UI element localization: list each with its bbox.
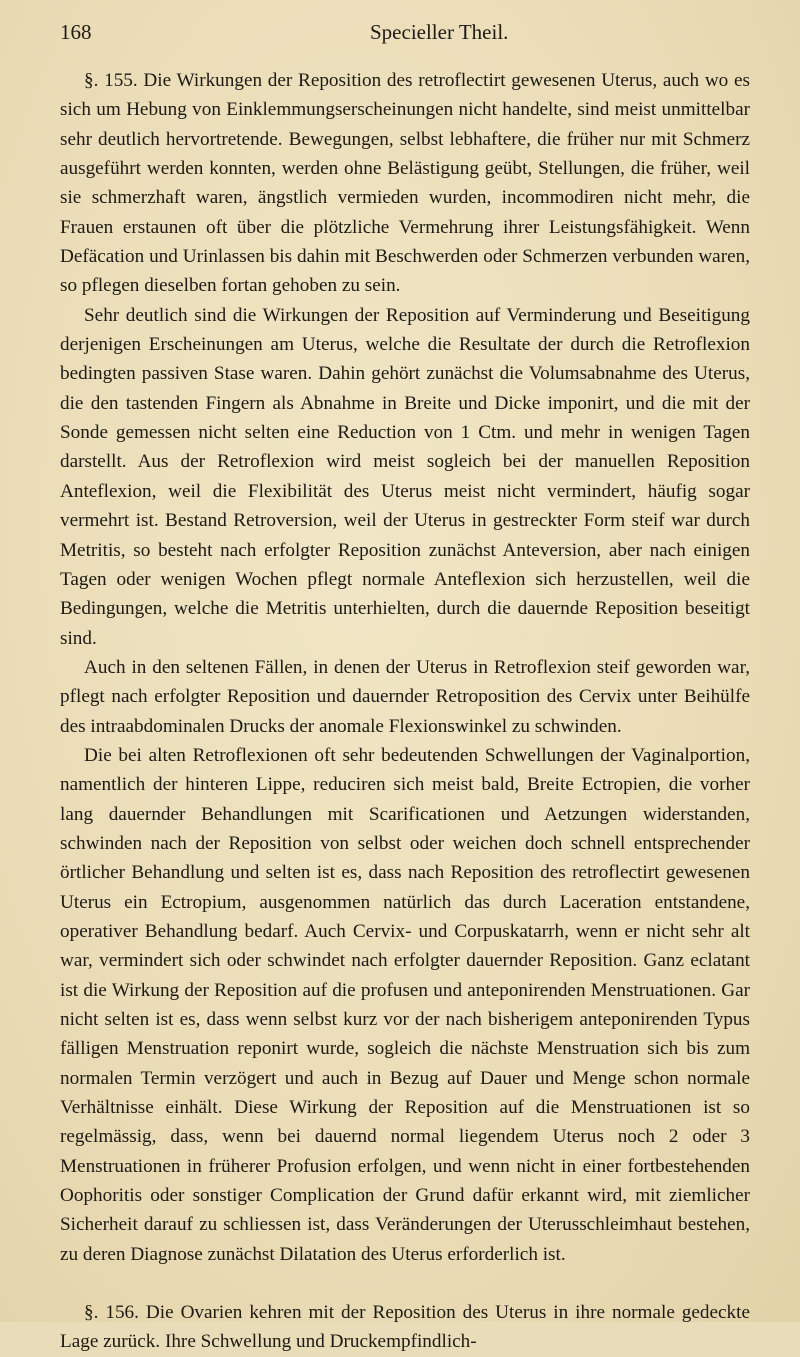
page-number: 168 (60, 20, 92, 44)
paragraph-section-155: §. 155. Die Wirkungen der Reposition des retroflectirt gewesenen Uterus, auch wo es sich um Hebung von Einklemmungserscheinungen nicht handelte, sind meist unmittelbar sehr deutlich hervortretende. Bewegungen, selbst lebhaftere, die früher nur mit Schmerz ausgeführt werden konnten, werden ohne Belästigung geübt, Stellungen, die früher, weil sie schmerzhaft waren, ängstlich vermieden wurden, incommodiren nicht mehr, die Frauen erstaunen oft über die plötzliche Vermehrung ihrer Leistungsfähigkeit. Wenn Defäcation und Urinlassen bis dahin mit Beschwerden oder Schmerzen verbunden waren, so pflegen dieselben fortan gehoben zu sein. (60, 70, 750, 297)
body-text (60, 66, 750, 1357)
paragraph-reposition-effects: Sehr deutlich sind die Wirkungen der Reposition auf Verminderung und Beseitigung derjenigen Erscheinungen am Uterus, welche die Resultate der durch die Retroflexion bedingten passiven Stase waren. Dahin gehört zunächst die Volumsabnahme des Uterus, die den tastenden Fingern als Abnahme in Breite und Dicke imponirt, und die mit der Sonde gemessen nicht selten eine Reduction von 1 Ctm. und mehr in wenigen Tagen darstellt. Aus der Retroflexion wird meist sogleich bei der manuellen Reposition Anteflexion, weil die Flexibilität des Uterus meist nicht vermindert, häufig sogar vermehrt ist. Bestand Retroversion, weil der Uterus in gestreckter Form steif war durch Metritis, so besteht nach erfolgter Reposition zunächst Anteversion, aber nach einigen Tagen oder wenigen Wochen pflegt normale Anteflexion sich herzustellen, weil die Bedingungen, welche die Metritis unterhielten, durch die dauernde Reposition beseitigt sind. (60, 304, 750, 649)
running-head: Specieller Theil. (370, 20, 509, 44)
paragraph-section-156: §. 156. Die Ovarien kehren mit der Reposition des Uterus in ihre normale gedeckte Lage zurück. Ihre Schwellung und Druckempfindlich- (60, 1302, 750, 1353)
page-header (60, 20, 750, 50)
paragraph-vaginal-portion: Die bei alten Retroflexionen oft sehr bedeutenden Schwellungen der Vaginalportion, namentlich der hinteren Lippe, reduciren sich meist bald, Breite Ectropien, die vorher lang dauernder Behandlungen mit Scarificationen und Aetzungen widerstanden, schwinden nach der Reposition von selbst oder weichen doch schnell entsprechender örtlicher Behandlung und selten ist es, dass nach Reposition des retroflectirt gewesenen Uterus ein Ectropium, ausgenommen natürlich das durch Laceration entstandene, operativer Behandlung bedarf. Auch Cervix- und Corpuskatarrh, wenn er nicht sehr alt war, vermindert sich oder schwindet nach erfolgter dauernder Reposition. Ganz eclatant ist die Wirkung der Reposition auf die profusen und anteponirenden Menstruationen. Gar nicht selten ist es, dass wenn selbst kurz vor der nach bisherigem anteponirenden Typus fälligen Menstruation reponirt wurde, sogleich die nächste Menstruation sich bis zum normalen Termin verzögert und auch in Bezug auf Dauer und Menge schon normale Verhältnisse einhält. Diese Wirkung der Reposition auf die Menstruationen ist so regelmässig, dass, wenn bei dauernd normal liegendem Uterus noch 2 oder 3 Menstruationen in früherer Profusion erfolgen, und wenn nicht in einer fortbestehenden Oophoritis oder sonstiger Complication der Grund dafür erkannt wird, mit ziemlicher Sicherheit darauf zu schliessen ist, dass Veränderungen der Uterusschleimhaut bestehen, zu deren Diagnose zunächst Dilatation des Uterus erforderlich ist. (60, 744, 750, 1265)
paragraph-rare-cases: Auch in den seltenen Fällen, in denen der Uterus in Retroflexion steif geworden war, pflegt nach erfolgter Reposition und dauernder Retroposition des Cervix unter Beihülfe des intraabdominalen Drucks der anomale Flexionswinkel zu schwinden. (60, 656, 750, 737)
